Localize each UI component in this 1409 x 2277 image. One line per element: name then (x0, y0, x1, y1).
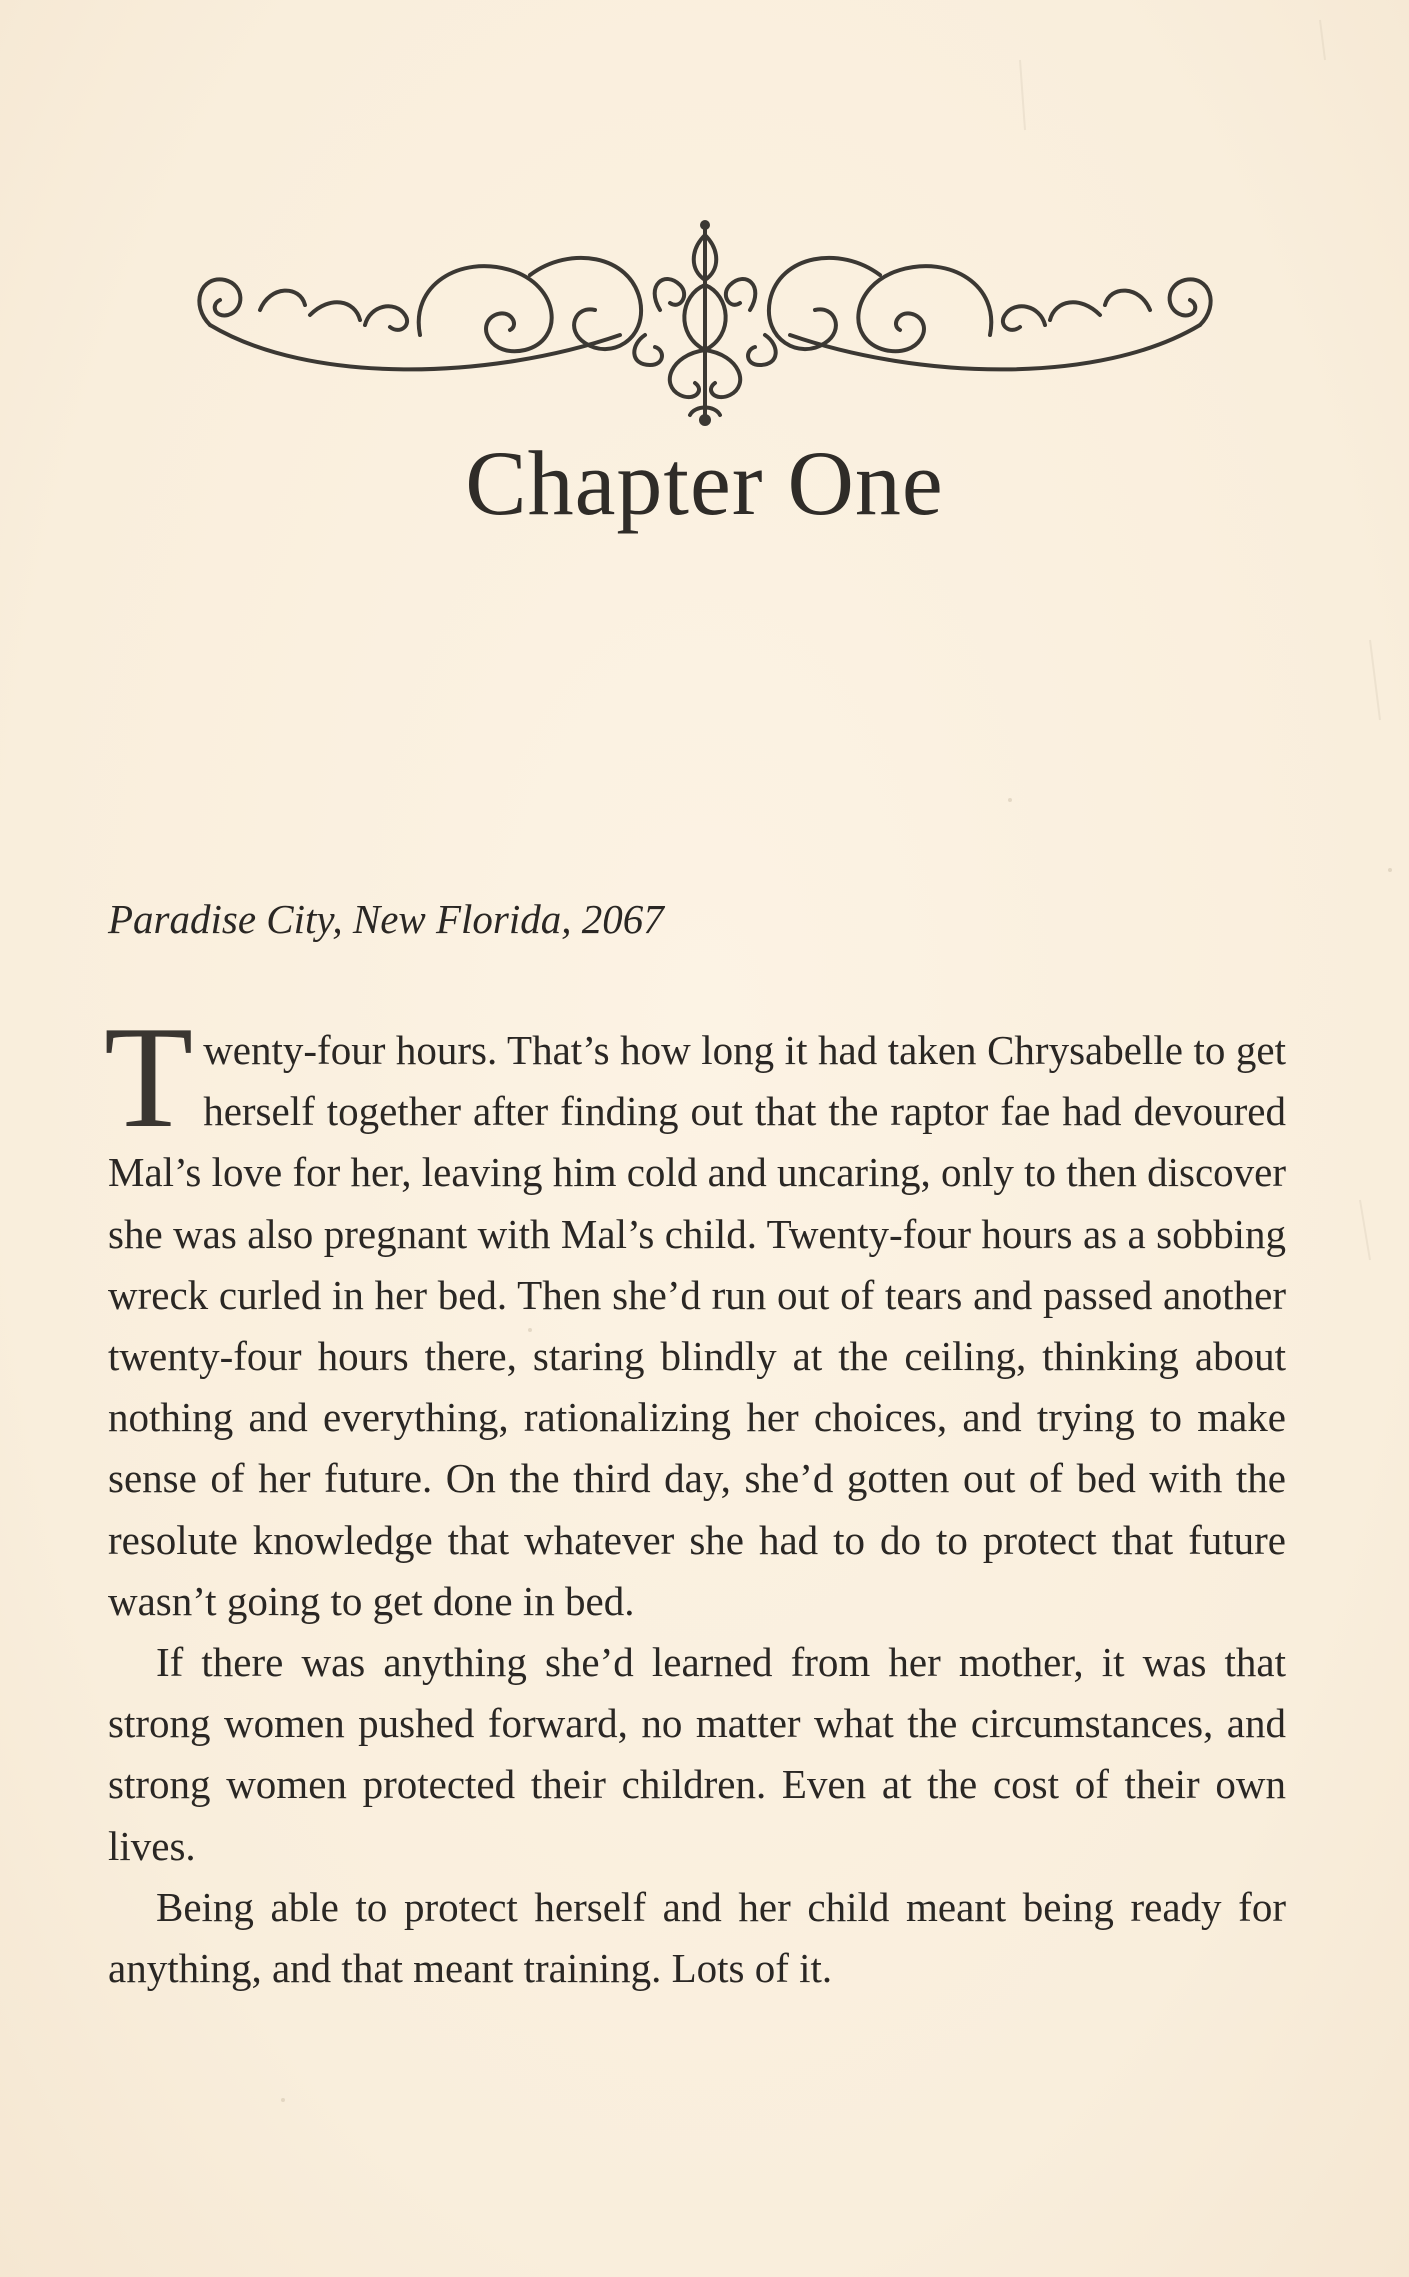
paragraph-1 (104, 996, 1286, 1632)
chapter-body (104, 996, 1286, 1999)
chapter-title: Chapter One (465, 432, 944, 534)
flourish-scroll-ornament-icon (190, 215, 1220, 430)
paragraph-1-text: wenty-four hours. That’s how long it had taken Chrysabelle to get herself together after finding out that the raptor fae had devoured Mal’s love for her, leaving him cold and uncaring, only to then discover she was also pregnant with Mal’s child. Twenty-four hours as a sobbing wreck curled in her bed. Then she’d run out of tears and passed another twenty-four hours there, staring blindly at the ceiling, thinking about nothing and everything, rationalizing her choices, and trying to make sense of her future. On the third day, she’d gotten out of bed with the resolute knowledge that whatever she had to do to protect that future wasn’t going to get done in bed. (108, 1027, 1286, 1624)
paragraph-2: If there was anything she’d learned from her mother, it was that strong women pushed forward, no matter what the circumstances, and strong women protected their children. Even at the cost of their own lives. (108, 1639, 1286, 1869)
chapter-location-dateline: Paradise City, New Florida, 2067 (108, 896, 664, 942)
paragraph-3: Being able to protect herself and her child meant being ready for anything, and that meant training. Lots of it. (108, 1883, 1286, 1992)
drop-cap: T (104, 996, 194, 1158)
